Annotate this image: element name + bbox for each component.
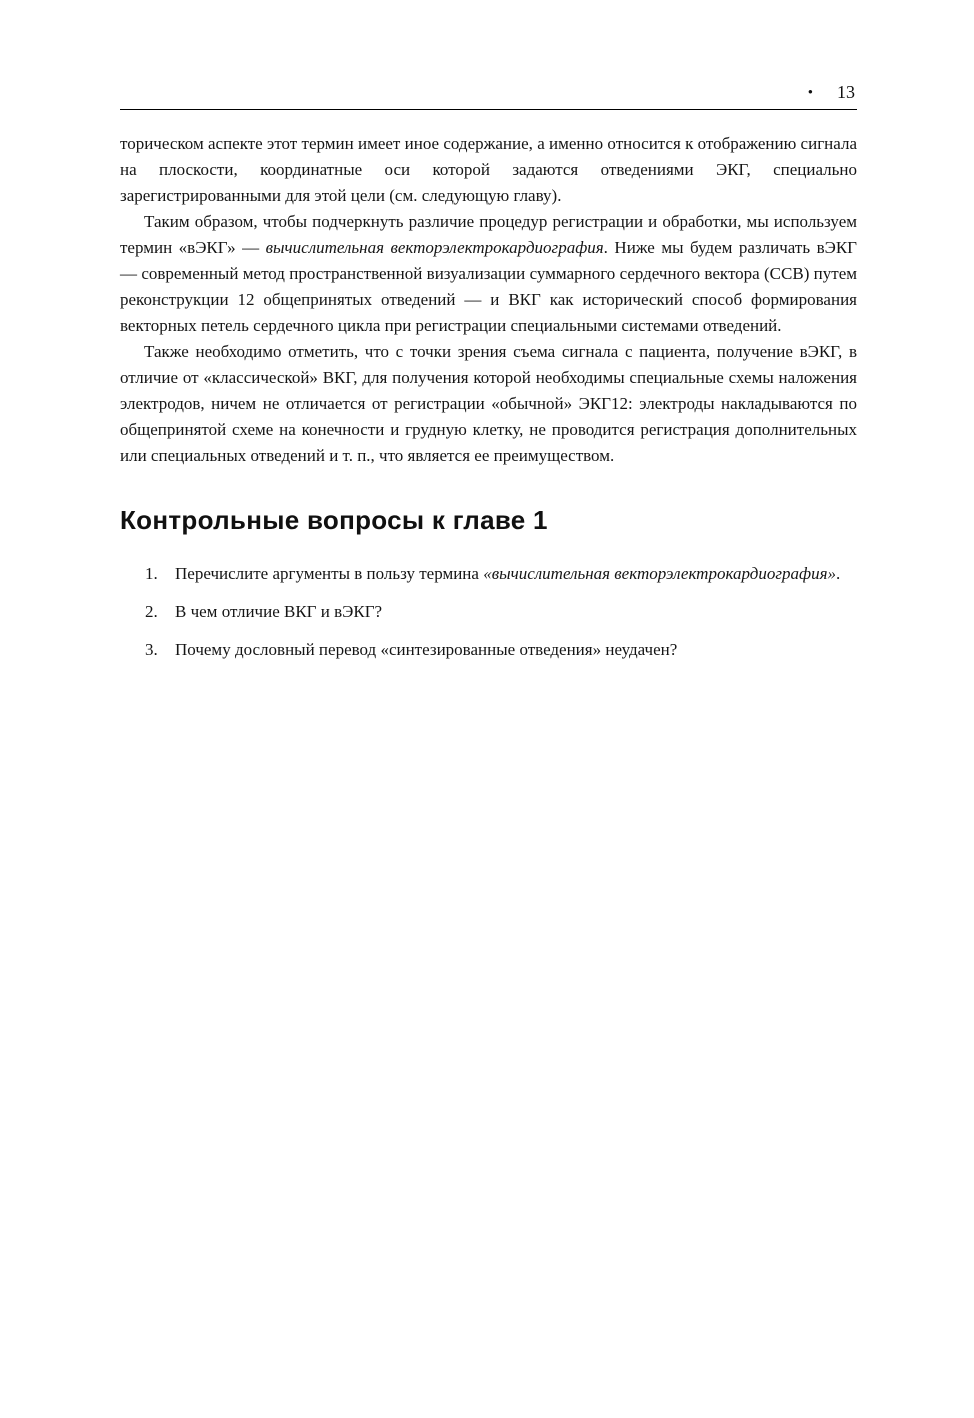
question-item	[120, 561, 857, 587]
paragraph-text: Также необходимо отметить, что с точки зрения съема сигнала с пациента, получение вЭКГ, в отличие от «классической» ВКГ, для получения которой необходимы специальные схемы наложения электродов, ничем не отличается от регистрации «обычной» ЭКГ12: электроды накладываются по общепринятой схеме на конечности и грудную клетку, не проводится регистрация дополнительных или специальных отведений и т. п., что является ее преимуществом.	[120, 342, 857, 465]
question-list	[120, 561, 857, 663]
body-text	[120, 131, 857, 663]
question-number: 1.	[145, 564, 158, 583]
question-item	[120, 637, 857, 663]
paragraph-text: торическом аспекте этот термин имеет иное содержание, а именно относится к отображению сигнала на плоскости, координатные оси которой задаются отведениями ЭКГ, специально зарегистрированными для этой цели (см. следующую главу).	[120, 134, 857, 205]
paragraph-text: Таким образом, чтобы подчеркнуть различие процедур регистрации и обработки, мы используем термин «вЭКГ» —	[120, 212, 857, 257]
page-number: 13	[837, 82, 855, 102]
page-content	[120, 82, 857, 675]
question-number: 2.	[145, 602, 158, 621]
question-text-italic: «вычислительная векторэлектрокардиография»	[483, 564, 836, 583]
paragraph-vecg-definition	[120, 209, 857, 339]
header-rule	[120, 109, 857, 110]
question-text-part: Почему дословный перевод «синтезированные отведения» неудачен?	[175, 640, 678, 659]
question-text	[175, 637, 857, 663]
question-text-part: Перечислите аргументы в пользу термина	[175, 564, 484, 583]
question-item	[120, 599, 857, 625]
question-text-part: .	[835, 564, 841, 583]
paragraph-signal-acquisition	[120, 339, 857, 469]
question-text-part: В чем отличие ВКГ и вЭКГ?	[175, 602, 383, 621]
question-number: 3.	[145, 640, 158, 659]
paragraph-continuation	[120, 131, 857, 209]
paragraph-text: . Ниже мы будем различать вЭКГ — современный метод пространственной визуализации суммарного сердечного вектора (ССВ) путем реконструкции 12 общепринятых отведений — и ВКГ как исторический способ формирования векторных петель сердечного цикла при регистрации специальными системами отведений.	[120, 238, 857, 335]
question-text	[175, 561, 857, 587]
page-header	[120, 82, 857, 104]
header-bullet-icon: •	[807, 85, 813, 101]
section-title: Контрольные вопросы к главе 1	[120, 505, 548, 535]
question-text	[175, 599, 857, 625]
paragraph-text-italic: вычислительная векторэлектрокардиография	[265, 238, 604, 257]
